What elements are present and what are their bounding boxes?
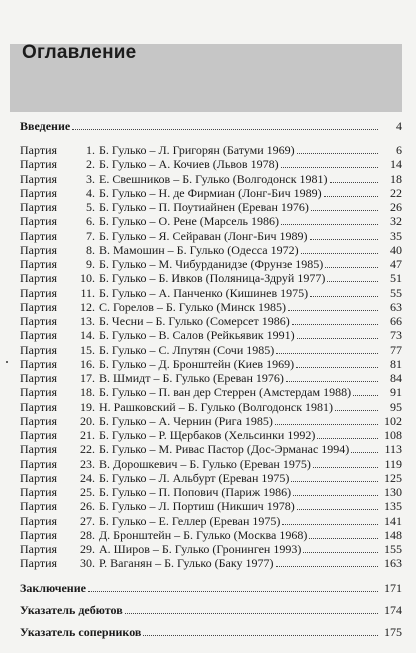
toc-entry-label: Партия xyxy=(20,328,58,343)
toc-entry-opponents-index[interactable] xyxy=(20,624,402,640)
toc-entry-page: 55 xyxy=(390,285,402,300)
game-title: Б. Гулько – С. Лпутян (Сочи 1985) xyxy=(99,342,275,357)
game-number: 24. xyxy=(80,470,95,485)
toc-entry-label: Партия xyxy=(20,285,58,300)
toc-entry-label: Партия xyxy=(20,271,58,286)
dot-leader xyxy=(309,538,378,539)
toc-entry-page: 163 xyxy=(384,556,402,571)
toc-entry-label: Партия xyxy=(20,157,58,172)
toc-entry-label: Партия xyxy=(20,314,58,328)
toc-entry-page: 18 xyxy=(390,171,402,186)
dot-leader xyxy=(281,167,378,168)
toc-entry-page: 77 xyxy=(390,342,402,357)
dot-leader xyxy=(330,182,378,183)
toc-entry-page: 84 xyxy=(390,371,402,385)
game-number: 18. xyxy=(80,385,95,400)
toc-entry-page: 125 xyxy=(384,470,402,485)
toc-entry-page: 175 xyxy=(384,625,402,639)
dot-leader xyxy=(296,367,378,368)
dot-leader xyxy=(275,424,378,425)
game-number: 8. xyxy=(86,242,95,257)
dot-leader xyxy=(281,224,378,225)
toc-entry-label: Партия xyxy=(20,385,58,400)
game-title: Б. Гулько – О. Рене (Марсель 1986) xyxy=(99,214,280,229)
game-title: Н. Рашковский – Б. Гулько (Волгодонск 1981) xyxy=(99,399,334,414)
toc-entry-label: Партия xyxy=(20,542,58,556)
game-title: Р. Ваганян – Б. Гулько (Баку 1977) xyxy=(99,556,274,571)
toc-entry-page: 51 xyxy=(390,271,402,286)
game-title: Б. Гулько – П. Попович (Париж 1986) xyxy=(99,485,292,499)
game-title: Б. Гулько – Л. Григорян (Батуми 1969) xyxy=(99,143,295,157)
game-number: 7. xyxy=(86,228,95,243)
toc-entry-page: 141 xyxy=(384,513,402,528)
toc-entry-page: 155 xyxy=(384,542,402,556)
toc-entry-page: 148 xyxy=(384,527,402,542)
game-title: Е. Свешников – Б. Гулько (Волгодонск 1981) xyxy=(99,171,328,186)
toc-entry-label: Партия xyxy=(20,399,58,414)
toc-entry-label: Партия xyxy=(20,143,58,157)
game-title: Б. Гулько – Б. Ивков (Поляница-Здруй 1977) xyxy=(99,271,326,286)
toc-entry-label: Указатель дебютов xyxy=(20,603,123,617)
game-number: 10. xyxy=(80,271,95,286)
game-title: Б. Гулько – Д. Бронштейн (Киев 1969) xyxy=(99,356,295,371)
game-title: Б. Чесни – Б. Гулько (Сомерсет 1986) xyxy=(99,314,290,328)
game-title: Б. Гулько – П. Поутиайнен (Ереван 1976) xyxy=(99,200,309,214)
game-number: 1. xyxy=(86,143,95,157)
dot-leader xyxy=(143,635,378,636)
toc-entry-label: Партия xyxy=(20,214,58,229)
dot-leader xyxy=(313,467,378,468)
toc-entry-page: 40 xyxy=(390,242,402,257)
toc-entry-label: Партия xyxy=(20,485,58,499)
dot-leader xyxy=(301,253,378,254)
game-title: Б. Гулько – Е. Геллер (Ереван 1975) xyxy=(99,513,281,528)
toc-entry-label: Указатель соперников xyxy=(20,625,142,639)
game-number: 21. xyxy=(80,428,95,442)
toc-entry-page: 81 xyxy=(390,356,402,371)
toc-entry-label: Партия xyxy=(20,513,58,528)
toc-entry-label: Партия xyxy=(20,356,58,371)
game-title: А. Широв – Б. Гулько (Гронинген 1993) xyxy=(99,542,302,556)
toc-entry-label: Партия xyxy=(20,499,58,514)
game-number: 5. xyxy=(86,200,95,214)
game-title: Б. Гулько – П. ван дер Стеррен (Амстердам 1988) xyxy=(99,385,352,400)
dot-leader xyxy=(282,524,378,525)
toc-entry-page: 135 xyxy=(384,499,402,514)
dot-leader xyxy=(297,338,378,339)
game-number: 17. xyxy=(80,371,95,385)
toc-entry-page: 108 xyxy=(384,428,402,442)
dot-leader xyxy=(286,381,378,382)
game-number: 15. xyxy=(80,342,95,357)
dot-leader xyxy=(293,495,378,496)
toc-entry-page: 91 xyxy=(390,385,402,400)
toc-entry-label: Партия xyxy=(20,527,58,542)
toc-entry-game[interactable] xyxy=(20,555,402,571)
toc-entry-intro[interactable] xyxy=(20,118,402,134)
toc-entry-label: Партия xyxy=(20,200,58,214)
game-title: С. Горелов – Б. Гулько (Минск 1985) xyxy=(99,299,287,314)
game-title: Б. Гулько – М. Ривас Пастор (Дос-Эрманас 1994) xyxy=(99,442,350,457)
game-title: Б. Гулько – А. Чернин (Рига 1985) xyxy=(99,413,273,428)
toc-entry-page: 102 xyxy=(384,413,402,428)
game-number: 23. xyxy=(80,456,95,471)
game-title: В. Шмидт – Б. Гулько (Ереван 1976) xyxy=(99,371,284,385)
dot-leader xyxy=(292,324,378,325)
game-number: 4. xyxy=(86,185,95,200)
toc-entry-page: 171 xyxy=(384,581,402,595)
dot-leader xyxy=(310,239,378,240)
toc-entry-label: Партия xyxy=(20,342,58,357)
game-number: 2. xyxy=(86,157,95,172)
dot-leader xyxy=(288,310,378,311)
game-number: 3. xyxy=(86,171,95,186)
dot-leader xyxy=(353,395,378,396)
dot-leader xyxy=(325,267,378,268)
toc-entry-page: 113 xyxy=(384,442,402,457)
dot-leader xyxy=(297,153,378,154)
toc-entry-label: Партия xyxy=(20,228,58,243)
game-title: Б. Гулько – Л. Альбурт (Ереван 1975) xyxy=(99,470,290,485)
game-number: 25. xyxy=(80,485,95,499)
game-title: Д. Бронштейн – Б. Гулько (Москва 1968) xyxy=(99,527,308,542)
game-number: 30. xyxy=(80,556,95,571)
toc-entry-label: Введение xyxy=(20,119,71,133)
toc-entry-page: 32 xyxy=(390,214,402,229)
game-number: 11. xyxy=(80,285,95,300)
dot-leader xyxy=(72,129,378,130)
game-number: 22. xyxy=(80,442,95,457)
dot-leader xyxy=(335,410,378,411)
toc-entry-label: Партия xyxy=(20,470,58,485)
game-title: Б. Гулько – Н. де Фирмиан (Лонг-Бич 1989) xyxy=(99,185,322,200)
dot-leader xyxy=(324,196,378,197)
game-number: 12. xyxy=(80,299,95,314)
toc-entry-page: 14 xyxy=(390,157,402,172)
dot-leader xyxy=(276,566,378,567)
toc-entry-label: Партия xyxy=(20,556,58,571)
game-number: 6. xyxy=(86,214,95,229)
toc-entry-label: Партия xyxy=(20,442,58,457)
game-title: Б. Гулько – М. Чибурданидзе (Фрунзе 1985) xyxy=(99,257,324,271)
toc-entry-label: Заключение xyxy=(20,581,86,595)
toc-entry-conclusion[interactable] xyxy=(20,580,402,596)
toc-entry-label: Партия xyxy=(20,185,58,200)
dot-leader xyxy=(351,452,378,453)
toc-entry-page: 26 xyxy=(390,200,402,214)
game-number: 29. xyxy=(80,542,95,556)
game-title: В. Мамошин – Б. Гулько (Одесса 1972) xyxy=(99,242,299,257)
dot-leader xyxy=(310,296,378,297)
toc-entry-label: Партия xyxy=(20,371,58,385)
page-title: Оглавление xyxy=(22,42,137,63)
dot-leader xyxy=(125,613,378,614)
game-number: 9. xyxy=(86,257,95,271)
toc-entry-openings-index[interactable] xyxy=(20,602,402,618)
game-title: Б. Гулько – Р. Щербаков (Хельсинки 1992) xyxy=(99,428,316,442)
game-number: 14. xyxy=(80,328,95,343)
toc-entry-page: 119 xyxy=(384,456,402,471)
game-number: 28. xyxy=(80,527,95,542)
dot-leader xyxy=(327,281,378,282)
toc-entry-page: 130 xyxy=(384,485,402,499)
toc-entry-label: Партия xyxy=(20,299,58,314)
dot-leader xyxy=(297,509,378,510)
toc-entry-label: Партия xyxy=(20,428,58,442)
game-title: Б. Гулько – А. Кочиев (Львов 1978) xyxy=(99,157,279,172)
toc-entry-page: 95 xyxy=(390,399,402,414)
game-title: В. Дорошкевич – Б. Гулько (Ереван 1975) xyxy=(99,456,311,471)
toc-entry-label: Партия xyxy=(20,171,58,186)
game-title: Б. Гулько – В. Салов (Рейкьявик 1991) xyxy=(99,328,295,343)
dot-leader xyxy=(291,481,378,482)
toc-entry-page: 47 xyxy=(390,257,402,271)
game-title: Б. Гулько – А. Панченко (Кишинев 1975) xyxy=(99,285,309,300)
game-title: Б. Гулько – Л. Портиш (Никшич 1978) xyxy=(99,499,295,514)
game-number: 16. xyxy=(80,356,95,371)
dot-leader xyxy=(311,210,378,211)
toc-entry-page: 6 xyxy=(396,143,402,157)
toc-entry-label: Партия xyxy=(20,413,58,428)
dot-leader xyxy=(276,353,378,354)
toc-entry-label: Партия xyxy=(20,242,58,257)
toc-entry-page: 63 xyxy=(390,299,402,314)
game-number: 20. xyxy=(80,413,95,428)
toc-entry-page: 22 xyxy=(390,185,402,200)
toc-entry-page: 35 xyxy=(390,228,402,243)
game-number: 27. xyxy=(80,513,95,528)
game-number: 26. xyxy=(80,499,95,514)
game-title: Б. Гулько – Я. Сейраван (Лонг-Бич 1989) xyxy=(99,228,308,243)
game-number: 19. xyxy=(80,399,95,414)
toc-entry-label: Партия xyxy=(20,456,58,471)
dot-leader xyxy=(88,591,378,592)
dot-leader xyxy=(317,438,378,439)
toc-entry-page: 66 xyxy=(390,314,402,328)
toc-entry-label: Партия xyxy=(20,257,58,271)
toc-entry-page: 174 xyxy=(384,603,402,617)
game-number: 13. xyxy=(80,314,95,328)
dot-leader xyxy=(303,552,378,553)
toc-entry-page: 73 xyxy=(390,328,402,343)
toc-entry-page: 4 xyxy=(396,119,402,133)
stray-mark xyxy=(6,361,8,363)
